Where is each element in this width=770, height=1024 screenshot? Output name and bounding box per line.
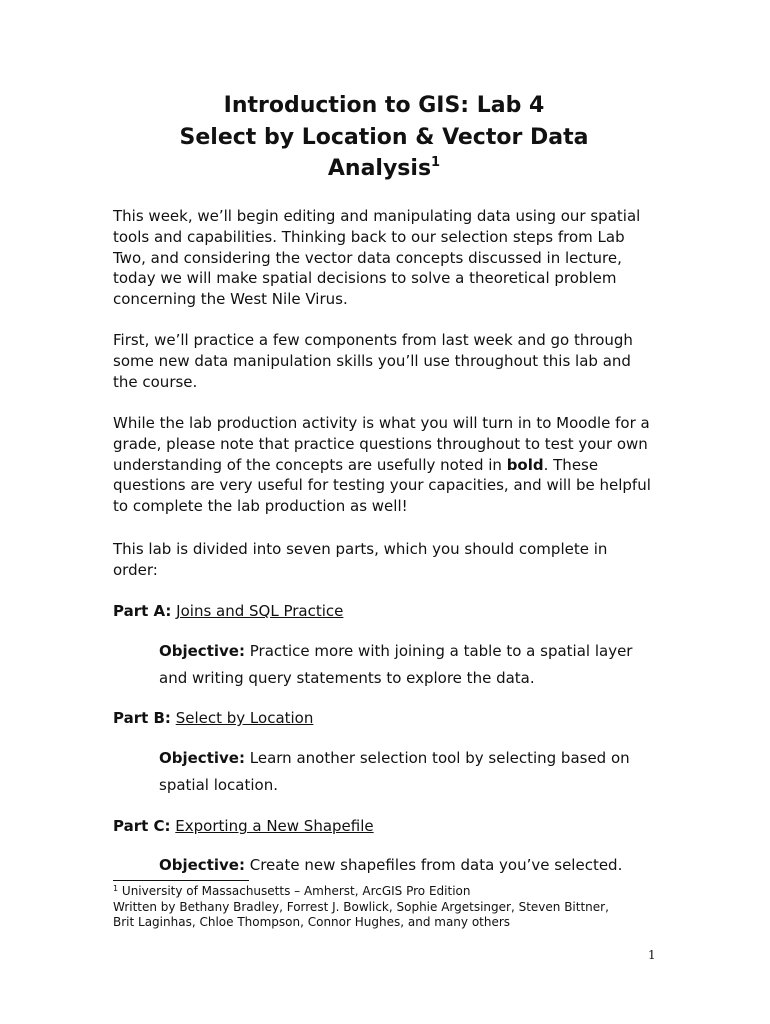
objective-text: Learn another selection tool by selecting based on — [249, 749, 630, 767]
part-a-objective-line-1 — [159, 638, 659, 665]
part-b-objective-line-2: spatial location. — [159, 776, 278, 794]
part-b-link[interactable]: Select by Location — [175, 709, 314, 727]
part-a-objective — [159, 638, 659, 692]
title-line-2: Select by Location & Vector Data — [179, 124, 589, 150]
part-a-objective-line-2: and writing query statements to explore the data. — [159, 669, 535, 687]
part-b-label: Part B: — [113, 709, 171, 727]
division-line: This lab is divided into seven parts, which you should complete in — [113, 540, 608, 558]
page-title — [113, 90, 655, 185]
footnote-marker: 1 — [113, 884, 119, 893]
grading-line-2: grade, please note that practice questions throughout to test your own — [113, 434, 648, 453]
page-number: 1 — [648, 948, 656, 962]
grading-line-3-start: understanding of the concepts are usefully noted in — [113, 455, 507, 474]
objective-text: Create new shapefiles from data you’ve selected. — [249, 856, 623, 874]
grading-line-4: questions are very useful for testing your capacities, and will be helpful — [113, 476, 651, 495]
footnote-separator — [113, 880, 249, 881]
grading-line-3-end: . These — [543, 455, 599, 474]
title-footnote-ref[interactable]: 1 — [431, 155, 441, 170]
part-c-objective — [159, 852, 659, 879]
intro-line: today we will make spatial decisions to solve a theoretical problem — [113, 269, 617, 288]
title-line-1: Introduction to GIS: Lab 4 — [223, 93, 545, 118]
intro-paragraph — [113, 206, 661, 310]
objective-label: Objective: — [159, 642, 245, 660]
footnote-line-3: Brit Laginhas, Chloe Thompson, Connor Hughes, and many others — [113, 915, 511, 929]
footnote-line-2: Written by Bethany Bradley, Forrest J. Bowlick, Sophie Argetsinger, Steven Bittner, — [113, 899, 609, 914]
grading-line-1: While the lab production activity is what you will turn in to Moodle for a — [113, 414, 650, 432]
intro-line: tools and capabilities. Thinking back to our selection steps from Lab — [113, 227, 625, 246]
part-b-heading — [113, 708, 661, 729]
part-b-objective-line-1 — [159, 745, 659, 772]
intro-line: concerning the West Nile Virus. — [113, 290, 348, 309]
footnote-affiliation: University of Massachusetts – Amherst, ArcGIS Pro Edition — [121, 884, 471, 898]
grading-line-5: to complete the lab production as well! — [113, 497, 408, 516]
title-line-3 — [113, 153, 655, 185]
objective-text: Practice more with joining a table to a spatial layer — [249, 642, 633, 660]
grading-paragraph — [113, 413, 661, 517]
objective-label: Objective: — [159, 856, 245, 874]
intro-line: This week, we’ll begin editing and manipulating data using our spatial — [113, 207, 641, 225]
practice-line: some new data manipulation skills you’ll use throughout this lab and — [113, 351, 631, 370]
footnote — [113, 884, 673, 931]
part-c-heading — [113, 816, 661, 837]
part-b-objective — [159, 745, 659, 799]
bold-keyword: bold — [506, 455, 544, 474]
title-line-3-text: Analysis — [327, 156, 432, 181]
part-a-heading — [113, 601, 661, 622]
intro-line: Two, and considering the vector data concepts discussed in lecture, — [113, 248, 622, 267]
footnote-line-1 — [113, 884, 673, 900]
grading-line-3 — [113, 455, 661, 476]
part-a-label: Part A: — [113, 602, 172, 620]
practice-line: the course. — [113, 372, 198, 391]
division-line: order: — [113, 560, 158, 579]
part-a-link[interactable]: Joins and SQL Practice — [176, 602, 344, 620]
practice-line: First, we’ll practice a few components from last week and go through — [113, 331, 633, 349]
objective-label: Objective: — [159, 749, 245, 767]
practice-paragraph — [113, 330, 661, 392]
part-c-label: Part C: — [113, 817, 171, 835]
part-c-link[interactable]: Exporting a New Shapefile — [175, 817, 374, 835]
division-paragraph — [113, 539, 661, 581]
part-c-objective-line-1 — [159, 852, 659, 879]
